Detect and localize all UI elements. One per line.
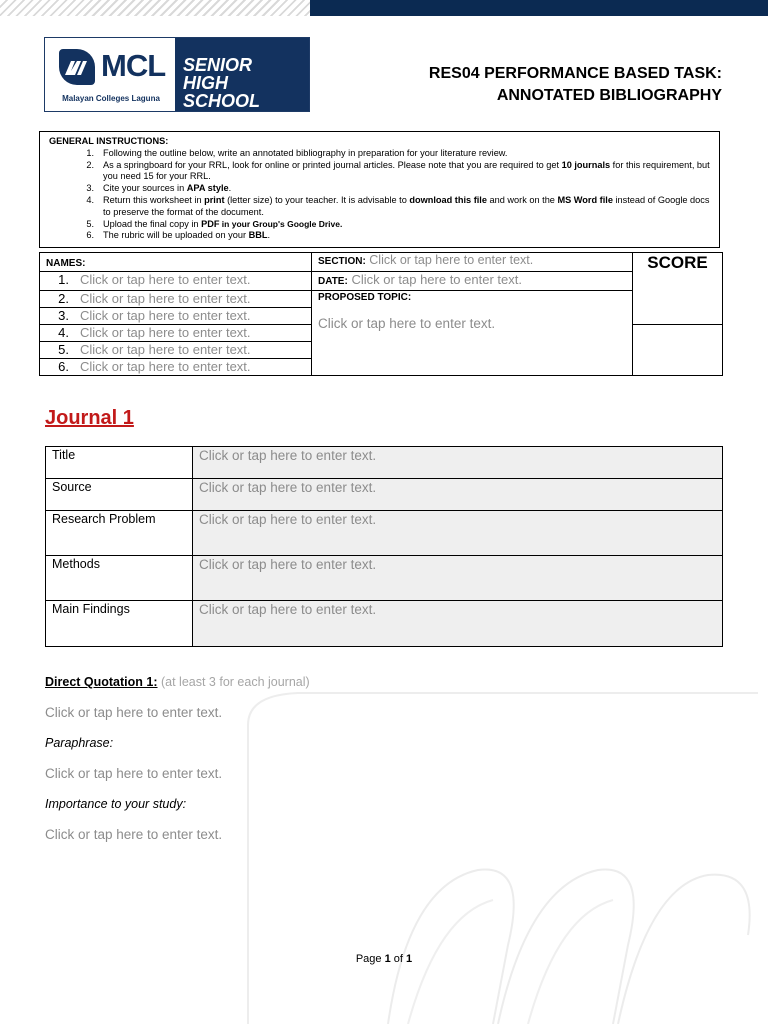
mcl-emblem-icon — [59, 49, 95, 85]
instruction-emphasis: download this file — [409, 194, 487, 205]
names-label: NAMES: — [46, 258, 86, 269]
journal-row-source — [46, 479, 723, 511]
instruction-item — [49, 230, 711, 242]
journal-row-main-findings — [46, 601, 723, 647]
instruction-item — [49, 148, 711, 160]
paraphrase-input[interactable]: Click or tap here to enter text. — [45, 766, 223, 781]
instruction-emphasis: 10 journals — [561, 159, 611, 170]
importance-input[interactable]: Click or tap here to enter text. — [45, 827, 223, 842]
logo-shs-text — [183, 56, 309, 110]
instruction-number: 3. — [86, 183, 94, 194]
instruction-item — [49, 183, 711, 195]
name-input[interactable]: Click or tap here to enter text. — [80, 359, 251, 374]
instruction-emphasis: MS Word file — [557, 194, 613, 205]
instruction-emphasis: print — [204, 194, 225, 205]
section-cell — [312, 253, 633, 272]
instruction-text-part: Cite your sources in — [103, 183, 187, 194]
name-input[interactable]: Click or tap here to enter text. — [80, 342, 251, 357]
instruction-text — [103, 219, 711, 231]
journal-research-problem-input[interactable]: Click or tap here to enter text. — [193, 511, 723, 556]
name-number: 4. — [58, 325, 69, 340]
instruction-item — [49, 219, 711, 231]
importance-label: Importance to your study: — [45, 797, 187, 811]
journal-main-findings-input[interactable]: Click or tap here to enter text. — [193, 601, 723, 647]
journal-title-input[interactable]: Click or tap here to enter text. — [193, 447, 723, 479]
instruction-emphasis: APA style — [186, 183, 229, 194]
logo-subtitle: Malayan Colleges Laguna — [62, 94, 160, 103]
journal-methods-input[interactable]: Click or tap here to enter text. — [193, 556, 723, 601]
journal-source-input[interactable]: Click or tap here to enter text. — [193, 479, 723, 511]
score-label: SCORE — [647, 253, 708, 272]
instruction-number: 2. — [86, 159, 94, 170]
name-input[interactable]: Click or tap here to enter text. — [80, 291, 251, 306]
instructions-list — [49, 148, 711, 242]
instruction-text — [103, 230, 711, 242]
instruction-text-part: instead of Google docs to preserve the format of the document. — [103, 194, 710, 217]
instruction-number: 6. — [86, 230, 94, 241]
name-number: 2. — [58, 291, 69, 306]
name-row — [40, 291, 312, 308]
name-number: 6. — [58, 359, 69, 374]
journal-table — [45, 446, 723, 647]
page-footer — [0, 953, 768, 965]
watermark-logo-icon — [238, 685, 768, 1024]
name-number: 5. — [58, 342, 69, 357]
name-row — [40, 342, 312, 359]
school-logo — [44, 37, 310, 112]
direct-quotation-label: Direct Quotation 1: — [45, 675, 158, 689]
date-label: DATE: — [318, 276, 348, 287]
instruction-text-part: Return this worksheet in — [103, 194, 205, 205]
name-row — [40, 325, 312, 342]
proposed-topic-cell — [312, 291, 633, 376]
page-number: 1 — [384, 953, 391, 965]
section-input[interactable]: Click or tap here to enter text. — [369, 253, 534, 267]
name-input[interactable]: Click or tap here to enter text. — [80, 272, 251, 287]
title-line-2: ANNOTATED BIBLIOGRAPHY — [496, 87, 722, 104]
instruction-number: 4. — [86, 194, 94, 205]
document-title — [429, 63, 722, 107]
instruction-item — [49, 160, 711, 184]
journal-row-label: Research Problem — [46, 511, 193, 556]
instruction-text: Following the outline below, write an annotated bibliography in preparation for your literature review. — [103, 147, 508, 158]
date-input[interactable]: Click or tap here to enter text. — [351, 272, 522, 287]
journal-row-label: Main Findings — [46, 601, 193, 647]
journal-row-label: Source — [46, 479, 193, 511]
instruction-text-part: . — [267, 230, 271, 241]
journal-row-research-problem — [46, 511, 723, 556]
name-number: 3. — [58, 308, 69, 323]
general-instructions — [39, 131, 720, 248]
logo-mcl-text: MCL — [101, 48, 166, 83]
logo-shs-line1: SENIOR — [183, 55, 253, 75]
journal-row-methods — [46, 556, 723, 601]
journal-row-title — [46, 447, 723, 479]
proposed-topic-input[interactable]: Click or tap here to enter text. — [318, 316, 496, 331]
journal-heading: Journal 1 — [45, 407, 134, 429]
instruction-text-part: . — [228, 183, 232, 194]
instructions-heading: GENERAL INSTRUCTIONS: — [49, 136, 169, 146]
section-label: SECTION: — [318, 256, 366, 267]
name-input[interactable]: Click or tap here to enter text. — [80, 325, 251, 340]
instruction-emphasis: in your Group's Google Drive. — [219, 218, 343, 229]
title-line-1: RES04 PERFORMANCE BASED TASK: — [428, 65, 722, 82]
instruction-text-part: The rubric will be uploaded on your — [103, 230, 249, 241]
instruction-text-part: for this requirement, but you need 15 for your RRL. — [103, 159, 710, 182]
logo-right-panel — [175, 38, 309, 111]
instruction-text — [103, 183, 711, 195]
page-of: of — [390, 953, 407, 965]
instruction-text-part: As a springboard for your RRL, look for online or printed journal articles. Please note that you are required to get — [103, 159, 562, 170]
top-navy-bar — [310, 0, 768, 16]
name-input[interactable]: Click or tap here to enter text. — [80, 308, 251, 323]
student-info-table — [39, 252, 723, 376]
name-number: 1. — [58, 272, 69, 287]
instruction-item — [49, 195, 711, 219]
instruction-emphasis: PDF — [201, 218, 220, 229]
instruction-text — [103, 160, 711, 184]
journal-row-label: Title — [46, 447, 193, 479]
score-value-cell[interactable] — [633, 325, 723, 376]
date-cell — [312, 272, 633, 291]
instruction-text — [103, 195, 711, 219]
instruction-number: 5. — [86, 218, 94, 229]
journal-row-label: Methods — [46, 556, 193, 601]
logo-shs-line2: HIGH SCHOOL — [183, 73, 261, 111]
instruction-text-part: (letter size) to your teacher. It is advisable to — [224, 194, 410, 205]
page-prefix: Page — [355, 953, 385, 965]
paraphrase-label: Paraphrase: — [45, 736, 114, 750]
instruction-text-part: and work on the — [486, 194, 558, 205]
logo-left-panel — [45, 38, 175, 111]
top-stripe-bar — [0, 0, 310, 16]
instruction-number: 1. — [86, 147, 94, 158]
direct-quotation-input[interactable]: Click or tap here to enter text. — [45, 705, 223, 720]
name-row — [40, 308, 312, 325]
instruction-emphasis: BBL — [248, 230, 268, 241]
proposed-topic-label: PROPOSED TOPIC: — [318, 292, 412, 303]
score-cell — [633, 253, 723, 325]
names-header-cell — [40, 253, 312, 272]
direct-quotation-hint: (at least 3 for each journal) — [161, 675, 310, 689]
name-row — [40, 359, 312, 376]
direct-quotation-heading — [45, 675, 310, 689]
instruction-text-part: Upload the final copy in — [103, 218, 202, 229]
name-row — [40, 272, 312, 291]
page-total: 1 — [406, 953, 413, 965]
